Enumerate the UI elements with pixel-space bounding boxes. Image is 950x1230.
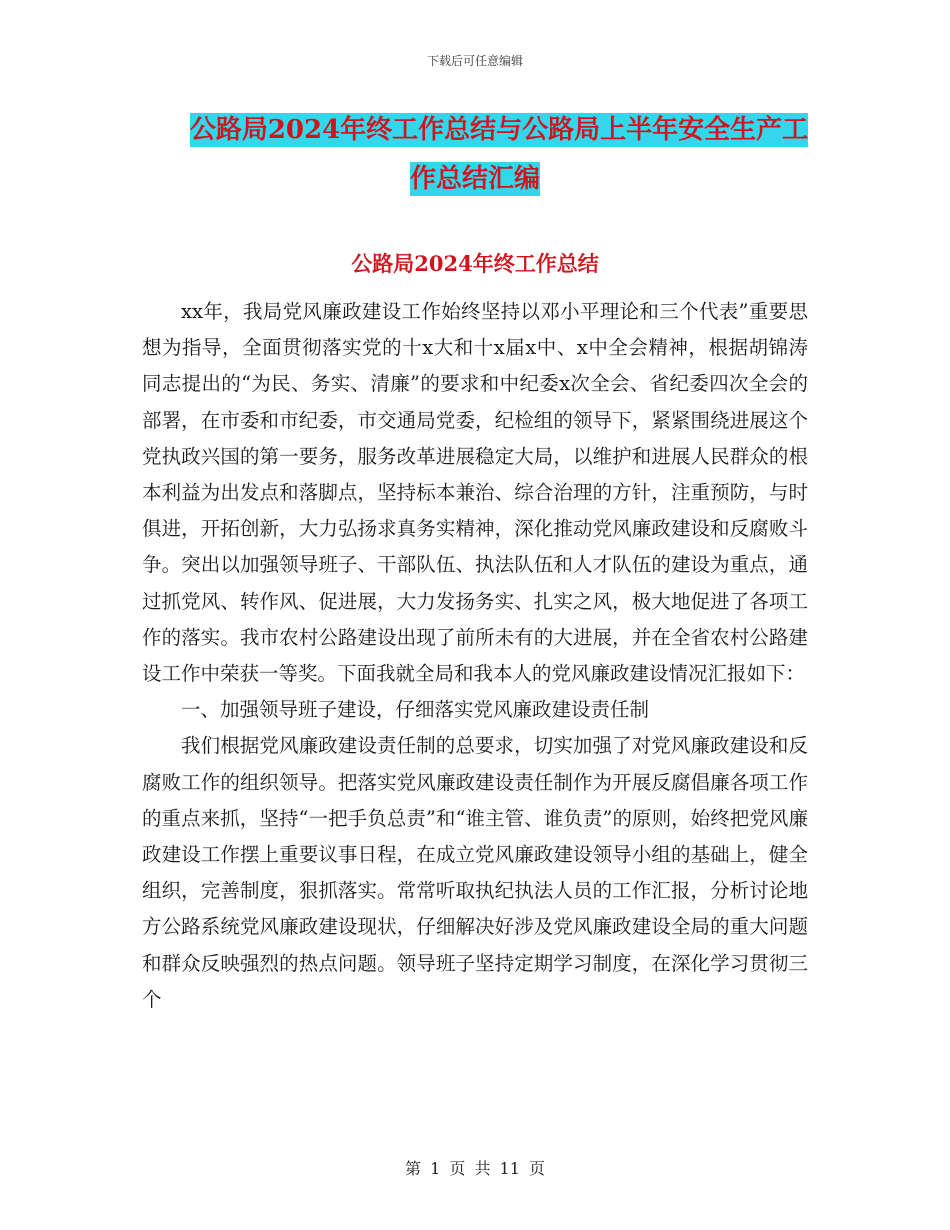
page-number-footer: 第 1 页 共 11 页	[405, 1159, 545, 1178]
document-title	[0, 106, 950, 204]
body-paragraph: xx年，我局党风廉政建设工作始终坚持以邓小平理论和三个代表”重要思想为指导，全面贯彻落实党的十x大和十x届x中、x中全会精神，根据胡锦涛同志提出的“为民、务实、清廉”的要求和中纪委x次全会、省纪委四次全会的部署，在市委和市纪委，市交通局党委，纪检组的领导下，紧紧围绕进展这个党执政兴国的第一要务，服务改革进展稳定大局，以维护和进展人民群众的根本利益为出发点和落脚点，坚持标本兼治、综合治理的方针，注重预防，与时俱进，开拓创新，大力弘扬求真务实精神，深化推动党风廉政建设和反腐败斗争。突出以加强领导班子、干部队伍、执法队伍和人才队伍的建设为重点，通过抓党风、转作风、促进展，大力发扬务实、扎实之风，极大地促进了各项工作的落实。我市农村公路建设出现了前所未有的大进展，并在全省农村公路建设工作中荣获一等奖。下面我就全局和我本人的党风廉政建设情况汇报如下：	[142, 300, 808, 686]
body-subheading: 一、加强领导班子建设，仔细落实党风廉政建设责任制	[181, 698, 650, 722]
section-title: 公路局2024年终工作总结	[351, 251, 599, 276]
document-title-line-1: 公路局2024年终工作总结与公路局上半年安全生产工	[189, 115, 809, 145]
page-header-note: 下载后可任意编辑	[426, 54, 523, 68]
document-body	[142, 294, 808, 1018]
body-paragraph: 我们根据党风廉政建设责任制的总要求，切实加强了对党风廉政建设和反腐败工作的组织领导。把落实党风廉政建设责任制作为开展反腐倡廉各项工作的重点来抓，坚持“一把手负总责”和“谁主管、谁负责”的原则，始终把党风廉政建设工作摆上重要议事日程，在成立党风廉政建设领导小组的基础上，健全组织，完善制度，狠抓落实。常常听取执纪执法人员的工作汇报，分析讨论地方公路系统党风廉政建设现状，仔细解决好涉及党风廉政建设全局的重大问题和群众反映强烈的热点问题。领导班子坚持定期学习制度，在深化学习贯彻三个	[142, 734, 808, 1011]
document-title-line-2: 作总结汇编	[409, 164, 540, 194]
